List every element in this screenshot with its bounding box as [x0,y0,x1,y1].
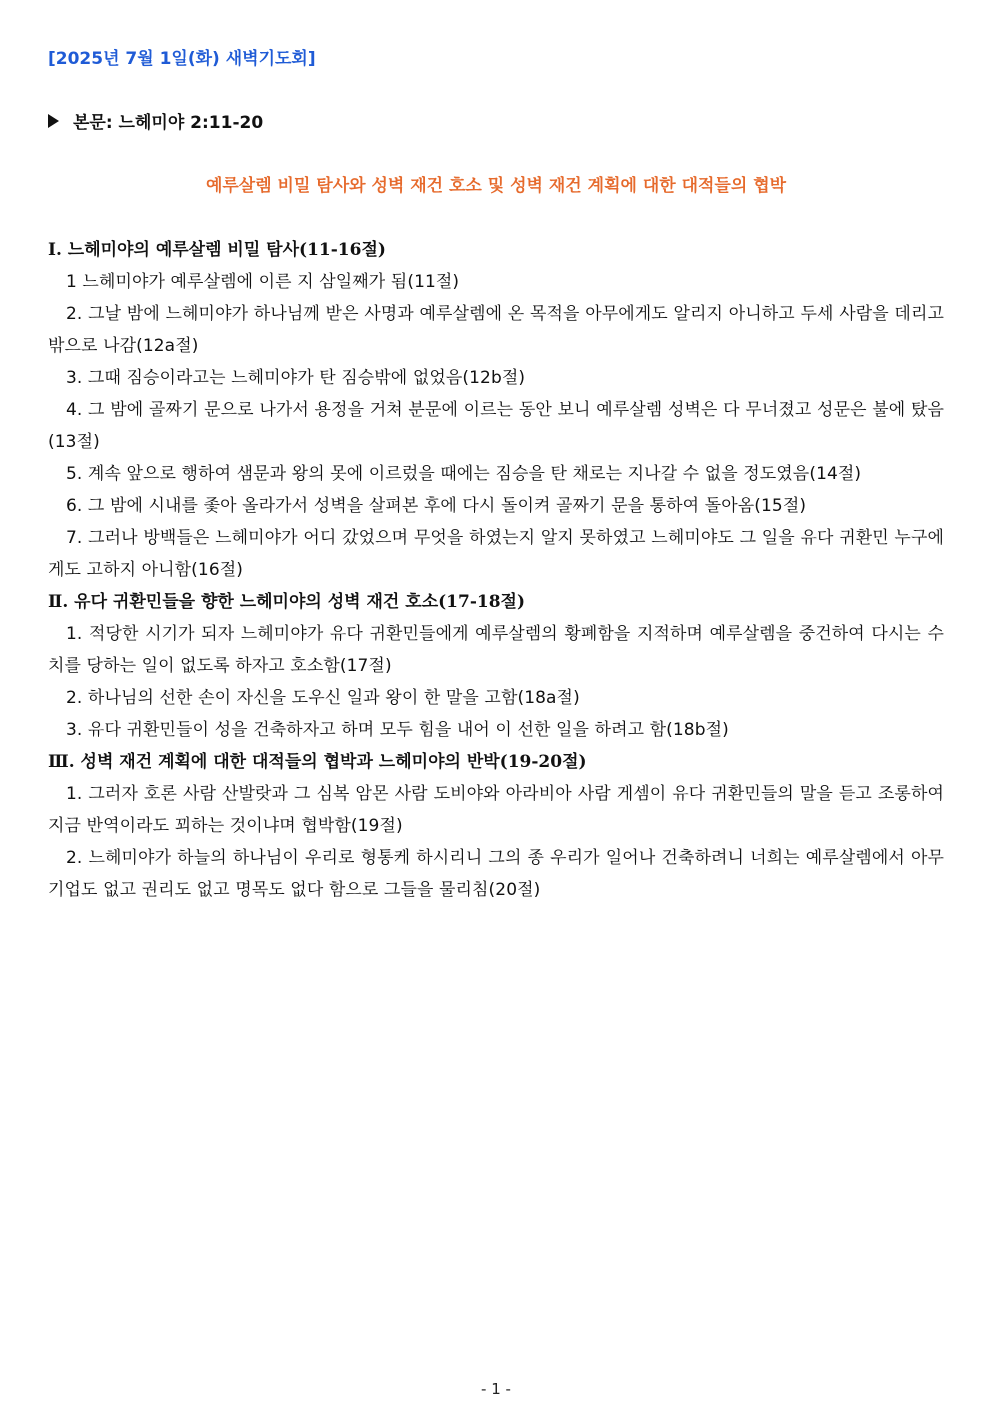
section-heading: Ⅰ. 느헤미야의 예루살렘 비밀 탐사(11-16절) [48,240,386,260]
triangle-right-icon [48,114,59,128]
section-heading: Ⅱ. 유다 귀환민들을 향한 느헤미야의 성벽 재건 호소(17-18절) [48,592,525,612]
outline-item: 6. 그 밤에 시내를 좇아 올라가서 성벽을 살펴본 후에 다시 돌이켜 골짜기 문을 통하여 돌아옴(15절) [66,496,807,516]
outline-item: 7. 그러나 방백들은 느헤미야가 어디 갔었으며 무엇을 하였는지 알지 못하였고 느헤미야도 그 일을 유다 귀환민 누구에게도 고하지 아니함(16절) [48,528,944,580]
outline-item: 1. 그러자 호론 사람 산발랏과 그 심복 암몬 사람 도비야와 아라비아 사람 게셈이 유다 귀환민들의 말을 듣고 조롱하여 지금 반역이라도 꾀하는 것이냐며 협박함(19절) [48,784,944,836]
outline-item: 4. 그 밤에 골짜기 문으로 나가서 용정을 거쳐 분문에 이르는 동안 보니 예루살렘 성벽은 다 무너졌고 성문은 불에 탔음(13절) [48,400,944,452]
sermon-outline [48,234,944,906]
sermon-title: 예루살렘 비밀 탐사와 성벽 재건 호소 및 성벽 재건 계획에 대한 대적들의 협박 [205,176,787,196]
outline-item: 3. 그때 짐승이라고는 느헤미야가 탄 짐승밖에 없었음(12b절) [66,368,526,388]
section-heading: Ⅲ. 성벽 재건 계획에 대한 대적들의 협박과 느헤미야의 반박(19-20절) [48,752,587,772]
outline-item: 1 느헤미야가 예루살렘에 이른 지 삼일째가 됨(11절) [66,272,460,292]
outline-item: 1. 적당한 시기가 되자 느헤미야가 유다 귀환민들에게 예루살렘의 황폐함을 지적하며 예루살렘을 중건하여 다시는 수치를 당하는 일이 없도록 하자고 호소함(17절) [48,624,944,676]
outline-item: 2. 느헤미야가 하늘의 하나님이 우리로 형통케 하시리니 그의 종 우리가 일어나 건축하려니 너희는 예루살렘에서 아무 기업도 없고 권리도 없고 명목도 없다 함으로 그들을 물리침(20절) [48,848,944,900]
outline-item: 2. 그날 밤에 느헤미야가 하나님께 받은 사명과 예루살렘에 온 목적을 아무에게도 알리지 아니하고 두세 사람을 데리고 밖으로 나감(12a절) [48,304,944,356]
scripture-passage [48,108,263,133]
outline-item: 5. 계속 앞으로 행하여 샘문과 왕의 못에 이르렀을 때에는 짐승을 탄 채로는 지나갈 수 없을 정도였음(14절) [66,464,862,484]
outline-item: 2. 하나님의 선한 손이 자신을 도우신 일과 왕이 한 말을 고함(18a절) [66,688,580,708]
outline-item: 3. 유다 귀환민들이 성을 건축하자고 하며 모두 힘을 내어 이 선한 일을 하려고 함(18b절) [66,720,729,740]
page-number: - 1 - [481,1380,511,1398]
service-date-header: [2025년 7월 1일(화) 새벽기도회] [48,49,316,69]
passage-label: 본문: 느헤미야 2:11-20 [73,113,264,133]
